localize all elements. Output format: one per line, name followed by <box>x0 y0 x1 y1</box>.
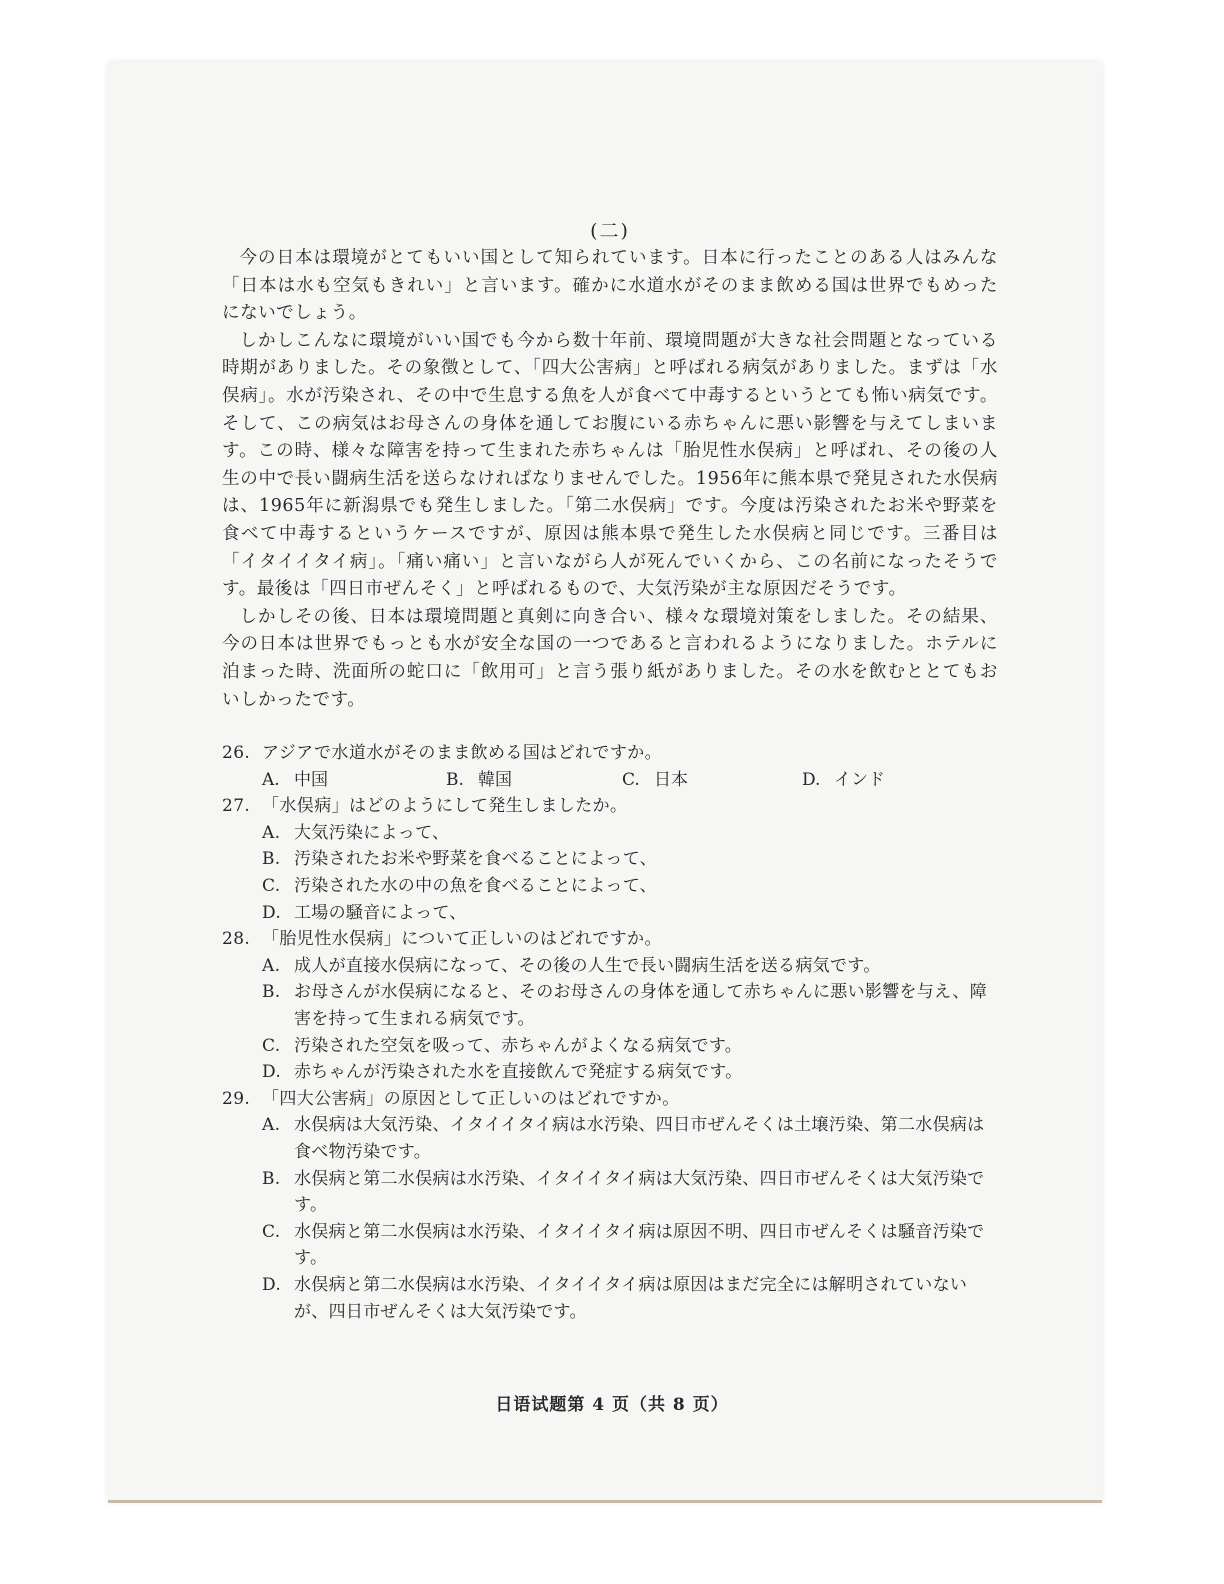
option-letter: C. <box>622 769 640 790</box>
passage-paragraph-2: しかしこんなに環境がいい国でも今から数十年前、環境問題が大きな社会問題となっている時期がありました。その象徴として、「四大公害病」と呼ばれる病気がありました。まずは「水俣病」。水が汚染され、その中で生息する魚を人が食べて中毒するというとても怖い病気です。そして、この病気はお母さんの身体を通してお腹にいる赤ちゃんに悪い影響を与えてしまいます。この時、様々な障害を持って生まれた赤ちゃんは「胎児性水俣病」と呼ばれ、その後の人生の中で長い闘病生活を送らなければなりませんでした。1956年に熊本県で発見された水俣病は、1965年に新潟県でも発生しました。「第二水俣病」です。今度は汚染されたお米や野菜を食べて中毒するというケースですが、原因は熊本県で発生した水俣病と同じです。三番目は「イタイイタイ病」。「痛い痛い」と言いながら人が死んでいくから、この名前になったそうです。最後は「四日市ぜんそく」と呼ばれるもので、大気汚染が主な原因だそうです。 <box>222 330 998 600</box>
question-text: 「胎児性水俣病」について正しいのはどれですか。 <box>262 929 662 950</box>
option-text: 水俣病と第二水俣病は水汚染、イタイイタイ病は原因はまだ完全には解明されていないが、四日市ぜんそくは大気汚染です。 <box>294 1274 968 1322</box>
option-row <box>222 767 998 794</box>
option-a <box>222 820 998 847</box>
option-a <box>222 1112 998 1165</box>
option-text: 中国 <box>294 769 328 790</box>
question-text: 「水俣病」はどのようにして発生しましたか。 <box>262 796 628 817</box>
option-d <box>802 767 885 794</box>
option-text: 日本 <box>654 769 688 790</box>
option-text: 水俣病は大気汚染、イタイイタイ病は水汚染、四日市ぜんそくは土壌汚染、第二水俣病は食べ物汚染です。 <box>294 1115 985 1162</box>
option-letter: B. <box>262 849 281 870</box>
option-text: 成人が直接水俣病になって、その後の人生で長い闘病生活を送る病気です。 <box>294 955 881 976</box>
question-text: 「四大公害病」の原因として正しいのはどれですか。 <box>262 1088 680 1109</box>
option-letter: C. <box>262 1221 281 1242</box>
option-letter: D. <box>802 769 821 790</box>
option-b <box>446 767 622 794</box>
option-text: 赤ちゃんが汚染された水を直接飲んで発症する病気です。 <box>294 1062 743 1083</box>
question-stem <box>222 926 998 953</box>
option-c <box>222 1219 998 1272</box>
option-letter: D. <box>262 902 282 923</box>
option-letter: B. <box>446 769 464 790</box>
option-letter: A. <box>262 1115 281 1136</box>
option-c <box>222 873 998 900</box>
option-a <box>262 767 446 794</box>
option-text: 水俣病と第二水俣病は水汚染、イタイイタイ病は原因不明、四日市ぜんそくは騒音汚染です。 <box>294 1221 985 1269</box>
passage-paragraph-1: 今の日本は環境がとてもいい国として知られています。日本に行ったことのある人はみんな「日本は水も空気もきれい」と言います。確かに水道水がそのまま飲める国は世界でもめったにないでしょう。 <box>222 248 998 324</box>
option-text: 水俣病と第二水俣病は水汚染、イタイイタイ病は大気汚染、四日市ぜんそくは大気汚染です。 <box>294 1168 985 1216</box>
option-b <box>222 979 998 1032</box>
option-c <box>622 767 802 794</box>
option-letter: D. <box>262 1062 282 1083</box>
question-stem <box>222 1086 998 1113</box>
question-number: 28. <box>222 929 251 950</box>
paper-edge-shadow <box>108 1500 1102 1503</box>
question-29 <box>222 1086 998 1325</box>
question-list <box>222 740 998 1325</box>
option-text: 韓国 <box>478 769 512 790</box>
option-letter: A. <box>262 822 281 843</box>
option-letter: B. <box>262 982 281 1003</box>
option-d <box>222 1059 998 1086</box>
option-d <box>222 1272 998 1325</box>
page-footer: 日语试题第 4 页（共 8 页） <box>495 1395 729 1415</box>
option-text: お母さんが水俣病になると、そのお母さんの身体を通して赤ちゃんに悪い影響を与え、障害を持って生まれる病気です。 <box>294 982 988 1030</box>
section-heading: (二) <box>590 220 630 242</box>
question-text: アジアで水道水がそのまま飲める国はどれですか。 <box>262 743 663 764</box>
option-text: インド <box>834 769 885 790</box>
option-d <box>222 900 998 927</box>
option-letter: B. <box>262 1168 281 1189</box>
option-letter: C. <box>262 1035 281 1056</box>
option-text: 汚染されたお米や野菜を食べることによって、 <box>294 849 657 870</box>
question-number: 27. <box>222 796 251 817</box>
option-a <box>222 953 998 980</box>
option-b <box>222 846 998 873</box>
option-b <box>222 1166 998 1219</box>
question-26 <box>222 740 998 793</box>
reading-passage <box>222 245 998 714</box>
option-text: 工場の騒音によって、 <box>294 902 467 923</box>
option-text: 汚染された空気を吸って、赤ちゃんがよくなる病気です。 <box>294 1035 743 1056</box>
question-number: 26. <box>222 743 251 764</box>
option-c <box>222 1033 998 1060</box>
passage-paragraph-3: しかしその後、日本は環境問題と真剣に向き合い、様々な環境対策をしました。その結果、今の日本は世界でもっとも水が安全な国の一つであると言われるようになりました。ホテルに泊まった時、洗面所の蛇口に「飲用可」と言う張り紙がありました。その水を飲むととてもおいしかったです。 <box>222 606 998 710</box>
question-28 <box>222 926 998 1086</box>
question-number: 29. <box>222 1088 251 1109</box>
option-letter: D. <box>262 1274 282 1295</box>
option-text: 汚染された水の中の魚を食べることによって、 <box>294 876 657 897</box>
option-letter: A. <box>262 769 280 790</box>
exam-content <box>222 216 998 1325</box>
option-letter: C. <box>262 876 281 897</box>
question-27 <box>222 793 998 926</box>
question-stem <box>222 793 998 820</box>
option-text: 大気汚染によって、 <box>294 822 450 843</box>
option-letter: A. <box>262 955 281 976</box>
question-stem <box>222 740 998 767</box>
